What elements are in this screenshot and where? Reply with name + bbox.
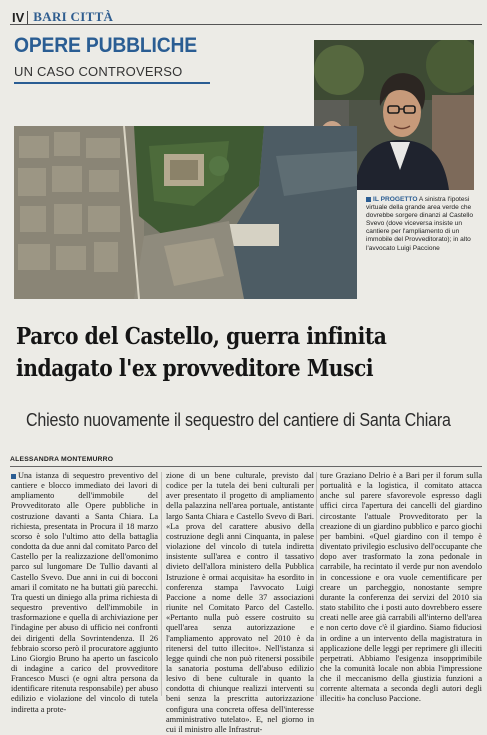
- article-column-1: [11, 471, 158, 715]
- headline-line-1: Parco del Castello, guerra infinita: [16, 323, 387, 350]
- photo-caption: [366, 196, 476, 253]
- column-3-text: ture Graziano Delrio è a Bari per il forum sulla portualità e la logistica, il comitato attacca anche sul parere sfavorevole espresso dagli uffici circa l'apertura dei cancelli del giardino circostante l'attuale Provveditorato per la creazione di un giardino pubblico e parco giochi per bambini. «Quel giardino con il tempo è diventato privilegio esclusivo dell'occupante che dopo aver trasformato la zona pedonale in carrabile, ha recintato il verde pur non avendolo in concessione e ora vuole cementificare per creare un parcheggio, nonostante sempre durante la conferenza dei servizi del 2010 sia stato stabilito che i posti auto dovrebbero essere creati nelle aree già carrabili all'interno dell'area e non certo dove c'è il giardino. Siamo fiduciosi in ordine a un intervento della magistratura in applicazione delle leggi per reprimere gli illeciti perpetrati. Abbiamo l'esigenza insopprimibile che la comunità locale non abbia l'impressione che il meccanismo della giustizia funzioni a corrente alternata a seconda degli autori degli illeciti» ha concluso Paccione.: [320, 471, 482, 704]
- lead-marker-icon: [11, 474, 16, 479]
- caption-text: A sinistra l'ipotesi virtuale della grande area verde che dovrebbe sorgere dinanzi al Castello Svevo (dove viceversa insiste un cantiere per l'ampliamento di un immobile del Provveditorato); in alto l'avvocato Luigi Paccione: [366, 196, 474, 252]
- aerial-map-illustration: [14, 126, 357, 299]
- subkicker: UN CASO CONTROVERSO: [14, 64, 183, 79]
- article-column-3: [320, 471, 482, 705]
- headline-line-2: indagato l'ex provveditore Musci: [16, 355, 374, 382]
- byline-rule: [10, 466, 482, 467]
- article-column-2: [166, 471, 314, 735]
- column-divider: [161, 472, 162, 696]
- headline: [16, 321, 424, 385]
- section-name: BARI CITTÀ: [33, 9, 114, 24]
- kicker-rule: [14, 82, 210, 84]
- page-number: IV: [12, 9, 25, 25]
- aerial-photo: [14, 126, 357, 299]
- kicker: OPERE PUBBLICHE: [14, 34, 197, 57]
- page-header: [12, 9, 113, 25]
- header-divider: [27, 11, 28, 24]
- column-divider: [316, 472, 317, 696]
- header-rule: [10, 24, 482, 25]
- column-2-text: zione di un bene culturale, previsto dal codice per la tutela dei beni culturali per aver presentato il progetto di ampliamento della palazzina nell'area portuale, antistante largo Santa Chiara e Castello Svevo di Bari. «La prova del carattere abusivo della costruzione degli anni Cinquanta, in palese violazione del vincolo di tutela indiretta insistente sull'area e contro il tassativo divieto dell'allora ministero della Pubblica Istruzione è ormai acquisita» ha esordito in conferenza stampa l'avvocato Luigi Paccione a nome delle 37 associazioni riunite nel Comitato Parco del Castello. «Pertanto nulla può essere costruito su quell'area senza autorizzazione e l'ampliamento approvato nel 2010 è da ritenersi del tutto illecito». Nell'istanza si legge quindi che non può ritenersi possibile la sanatoria postuma dell'abuso edilizio lesivo di bene culturale in quanto la condotta di chiunque realizzi interventi su beni senza la prescritta autorizzazione configura una concreta offesa dell'interesse amministrativo tutelato». E, nel giorno in cui il ministro alle Infrastrut-: [166, 471, 314, 734]
- byline: ALESSANDRA MONTEMURRO: [10, 456, 114, 463]
- caption-marker-icon: [366, 197, 371, 202]
- column-1-text: Una istanza di sequestro preventivo del cantiere e blocco immediato dei lavori di ampliamento dell'immobile del Provveditorato alle Opere pubbliche in costruzione davanti a Santa Chiara. La richiesta, presentata in Procura il 18 marzo scorso è solo l'ultimo atto della battaglia condotta da due anni dal comitato Parco del Castello per la realizzazione dell'omonimo parco sul lungomare De Tullio davanti al Castello Svevo. Due anni in cui di bocconi amari il comitato ne ha buttati giù parecchi. Tra questi un diniego alla prima richiesta di sequestro preventivo dell'immobile in trasformazione e quella di archiviazione per l'indagine per abuso di ufficio nei confronti dei dirigenti della Sovrintendenza. Il 26 febbraio scorso però il procuratore aggiunto Lino Giorgio Bruno ha aperto un fascicolo di indagine a carico del provveditore Francesco Musci (e ogni altra persona da identificare ritenuta responsabile) per abuso edilizio e violazione del vincolo di tutela indiretta a prote-: [11, 471, 158, 714]
- caption-lead: IL PROGETTO: [373, 196, 418, 203]
- subheadline: Chiesto nuovamente il sequestro del cantiere di Santa Chiara: [26, 410, 451, 430]
